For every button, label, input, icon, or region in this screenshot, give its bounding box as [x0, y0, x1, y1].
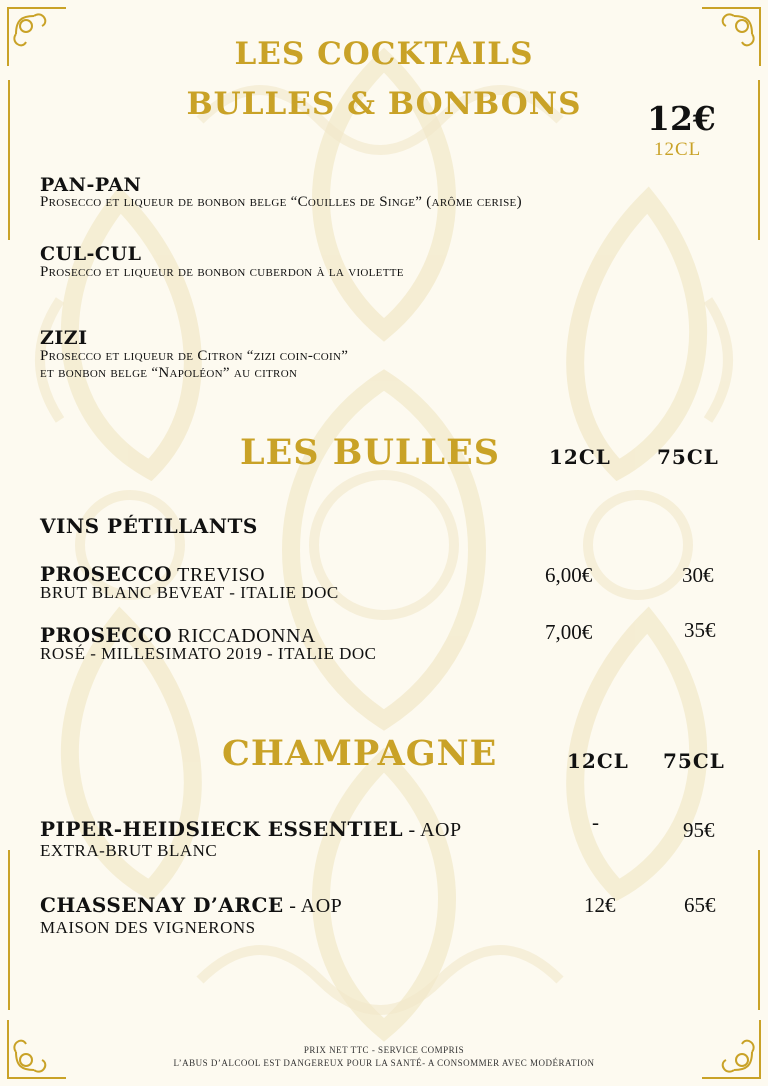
- price-75cl: 65€: [684, 893, 716, 917]
- wine-name-bold: CHASSENAY D’ARCE: [40, 893, 284, 917]
- cocktail-desc: Prosecco et liqueur de bonbon cuberdon à la violette: [40, 264, 404, 280]
- wine-desc: BRUT BLANC BEVEAT - ITALIE DOC: [40, 583, 339, 602]
- section-title-bulles: LES BULLES: [240, 432, 501, 473]
- wine-name: [40, 893, 342, 918]
- wine-name-bold: PROSECCO: [40, 623, 173, 647]
- cocktail-desc: Prosecco et liqueur de Citron “zizi coin-coin”: [40, 348, 349, 364]
- price-75cl: 30€: [682, 563, 714, 587]
- wine-name-rest: RICCADONNA: [172, 625, 316, 647]
- cocktail-desc: et bonbon belge “Napoléon” au citron: [40, 365, 298, 381]
- footer-line: L’ABUS D’ALCOOL EST DANGEREUX POUR LA SANTÉ- A CONSOMMER AVEC MODÉRATION: [173, 1058, 595, 1068]
- wine-name-rest: - AOP: [283, 895, 343, 917]
- cocktail-name: ZIZI: [40, 327, 88, 349]
- wine-name-rest: TREVISO: [172, 564, 266, 586]
- column-header-75cl: 75CL: [657, 445, 719, 469]
- price-12cl: -: [592, 810, 599, 834]
- cocktail-name: CUL-CUL: [40, 243, 142, 265]
- price-75cl: 35€: [684, 618, 716, 642]
- wine-desc: MAISON DES VIGNERONS: [40, 918, 256, 937]
- page-title: LES COCKTAILS: [234, 36, 534, 72]
- cocktail-volume: 12CL: [654, 139, 702, 160]
- column-header-12cl: 12CL: [567, 749, 629, 773]
- cocktail-desc: Prosecco et liqueur de bonbon belge “Couilles de Singe” (arôme cerise): [40, 194, 522, 210]
- wine-name-bold: PROSECCO: [40, 562, 173, 586]
- cocktail-price: 12€: [647, 99, 716, 138]
- wine-name: [40, 817, 462, 842]
- price-12cl: 12€: [584, 893, 616, 917]
- price-12cl: 7,00€: [545, 620, 593, 644]
- cocktail-name: PAN-PAN: [40, 174, 142, 196]
- wine-name-rest: - AOP: [403, 819, 462, 841]
- column-header-12cl: 12CL: [549, 445, 611, 469]
- price-75cl: 95€: [683, 818, 715, 842]
- price-12cl: 6,00€: [545, 563, 593, 587]
- section-title-champagne: CHAMPAGNE: [222, 733, 498, 774]
- subsection-title: VINS PÉTILLANTS: [40, 514, 258, 538]
- wine-desc: EXTRA-BRUT BLANC: [40, 841, 218, 860]
- footer-line: PRIX NET TTC - SERVICE COMPRIS: [303, 1045, 465, 1055]
- wine-desc: ROSÉ - MILLESIMATO 2019 - ITALIE DOC: [40, 644, 377, 663]
- wine-name-bold: PIPER-HEIDSIECK ESSENTIEL: [40, 817, 404, 841]
- column-header-75cl: 75CL: [663, 749, 725, 773]
- page-subtitle: BULLES & BONBONS: [186, 86, 582, 122]
